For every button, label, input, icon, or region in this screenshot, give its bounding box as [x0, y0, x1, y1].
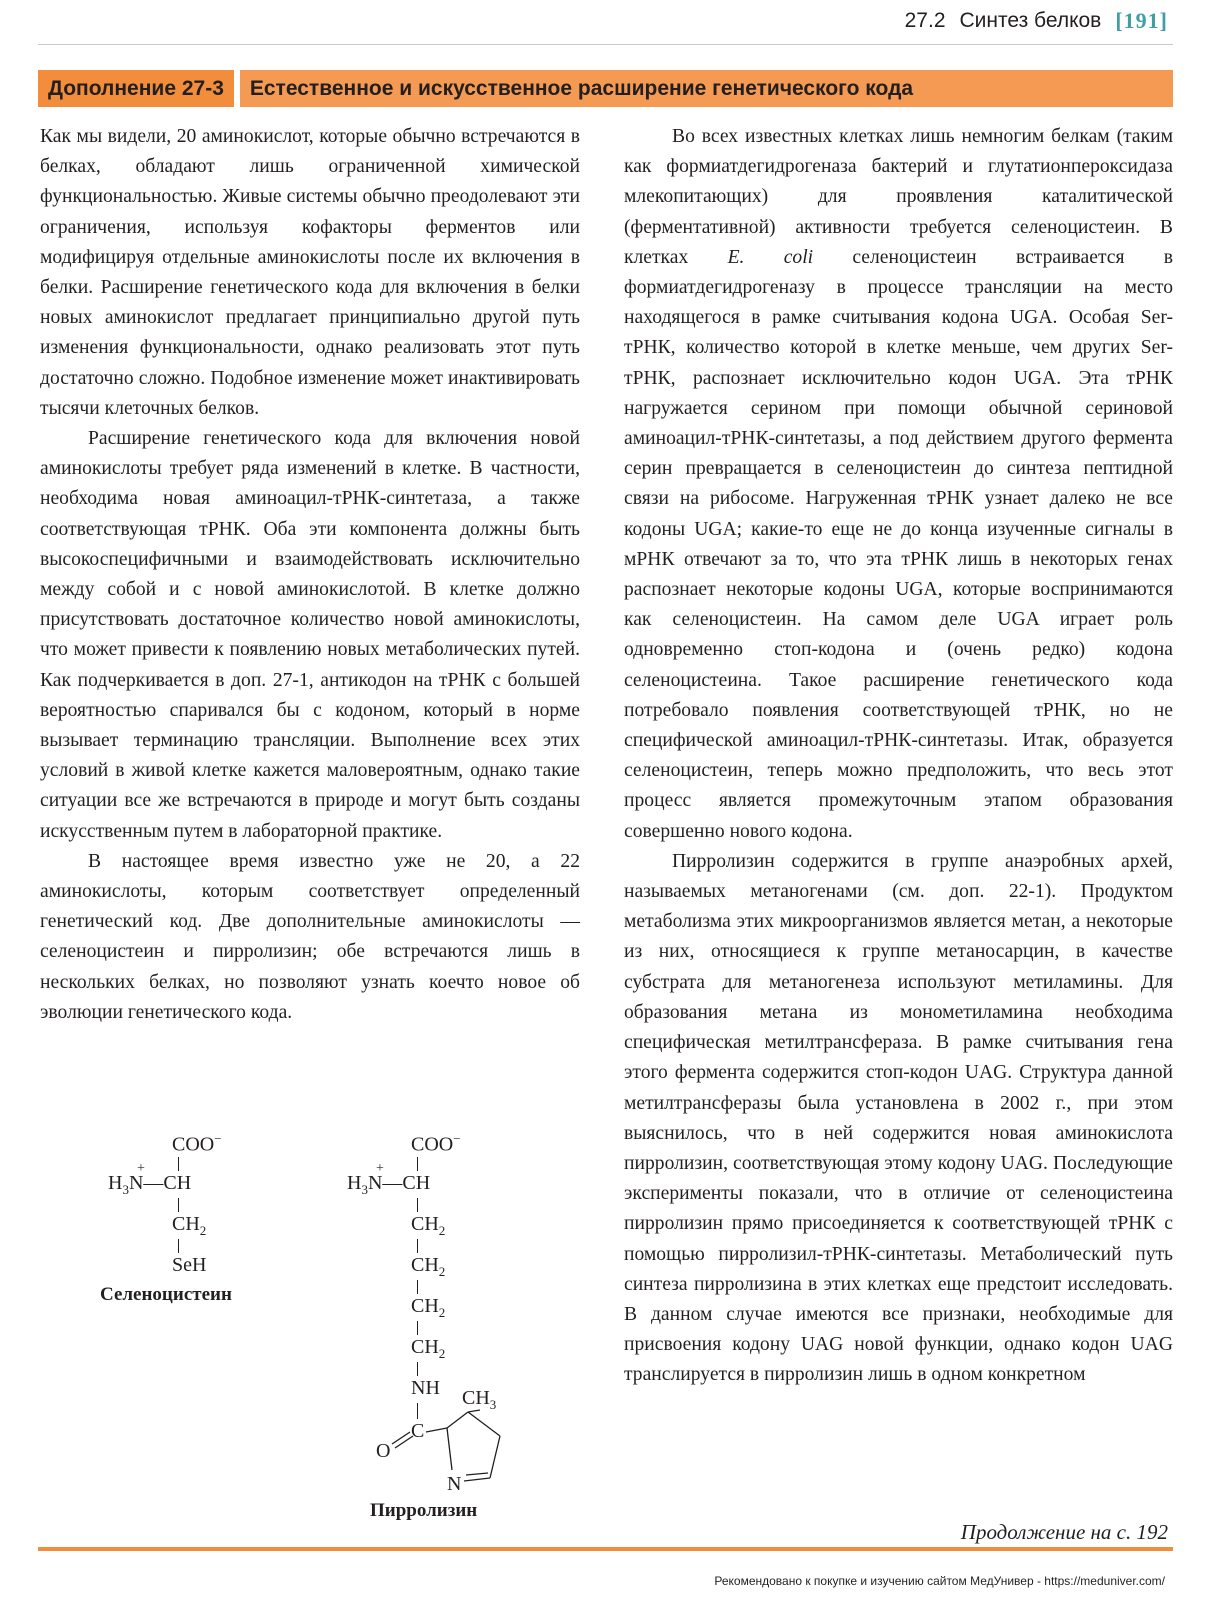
page-number: [191]: [1115, 8, 1168, 33]
box-title: Естественное и искусственное расширение генетического кода: [240, 70, 1173, 107]
paragraph: Во всех известных клетках лишь немногим белкам (таким как формиатдегидрогеназа бактерий и глутатионпероксидаза млекопитающих) для проявления каталитической (ферментативной) активности требуется селеноцистеин. В клетках E. coli селеноцистеин встраивается в формиатдегидрогеназу в процессе трансляции на место находящегося в рамке считывания кодона UGA. Особая Ser-тРНК, количество которой в клетке меньше, чем других Ser-тРНК, распознает исключительно кодон UGA. Эта тРНК нагружается серином при помощи обычной сериновой аминоацил-тРНК-синтетазы, а под действием другого фермента серин превращается в селеноцистеин до синтеза пептидной связи на рибосоме. Нагруженная тРНК узнает далеко не все кодоны UGA; какие-то еще не до конца изученные сигналы в мРНК отвечают за то, что эта тРНК лишь в некоторых генах распознает некоторые кодоны UGA, которые воспринимаются как селеноцистеин. На самом деле UGA играет роль одновременно стоп-кодона и (очень редко) кодона селеноцистеина. Такое расширение генетического кода потребовало появления соответствующей тРНК, но не специфической аминоацил-тРНК-синтетазы. Итак, образуется селеноцистеин, теперь можно предположить, что весь этот процесс является промежуточным этапом образования совершенно нового кодона.: [624, 126, 1173, 842]
section-number: 27.2: [904, 9, 946, 32]
paragraph: Пирролизин содержится в группе анаэробных архей, называемых метаногенами (см. доп. 22-1). Продуктом метаболизма этих микроорганизмов является метан, а некоторые из них, относящиеся к группе метаносарцин, в качестве субстрата для метаногенеза используют метиламины. Для образования метана из монометиламина необходима специфическая метилтрансфераза. В рамке считывания гена этого фермента содержится стоп-кодон UAG. Структура данной метилтрансферазы была установлена в 2002 г., при этом выяснилось, что в ней содержится новая аминокислота пирролизин, соответствующая этому кодону UAG. Последующие эксперименты показали, что в отличие от селеноцистеина пирролизин прямо присоединяется к соответствующей тРНК с помощью пирролизил-тРНК-синтетазы. Метаболический путь синтеза пирролизина в этих клетках еще предстоит исследовать. В данном случае имеются все признаки, необходимые для присвоения кодону UAG новой функции, однако кодон UAG транслируется в пирролизин лишь в одном конкретном: [624, 850, 1173, 1386]
pyrrolysine-label: Пирролизин: [370, 1500, 478, 1521]
species-name: E. coli: [727, 246, 814, 268]
carboxylate-group: COO−: [172, 1131, 222, 1156]
paragraph: Как мы видели, 20 аминокислот, которые обычно встречаются в белках, обладают лишь ограниченной химической функциональностью. Живые системы обычно преодолевают эти ограничения, используя кофакторы ферментов или модифицируя отдельные аминокислоты после их включения в белки. Расширение генетического кода для включения в белки новых аминокислот предлагает принципиально другой путь изменения функциональности, однако реализовать этот путь достаточно сложно. Подобное изменение может инактивировать тысячи клеточных белков.: [40, 126, 580, 419]
section-title: Синтез белков: [959, 9, 1102, 32]
continuation-note: Продолжение на с. 192: [960, 1520, 1168, 1544]
footer-text: Рекомендовано к покупке и изучению сайтом МедУнивер - https://meduniver.com/: [714, 1574, 1165, 1588]
amino-group: $H_3N—CH$: [108, 1172, 192, 1197]
paragraph: В настоящее время известно уже не 20, а 22 аминокислоты, которым соответствует определенный генетический код. Две дополнительные аминокислоты — селеноцистеин и пирролизин; обе встречаются лишь в нескольких белках, но позволяют узнать коечто новое об эволюции генетического кода.: [40, 850, 580, 1023]
footer-divider: [38, 1547, 1173, 1551]
paragraph: Расширение генетического кода для включения новой аминокислоты требует ряда изменений в клетке. В частности, необходима новая аминоацил-тРНК-синтетаза, а также соответствующая тРНК. Оба эти компонента должны быть высокоспецифичными и взаимодействовать исключительно между собой и с новой аминокислотой. В клетке должно присутствовать достаточное количество новой аминокислоты, что может привести к появлению новых метаболических путей. Как подчеркивается в доп. 27-1, антикодон на тРНК с большей вероятностью спаривался бы с кодоном, который в норме вызывает терминацию трансляции. Выполнение всех этих условий в живой клетке кажется маловероятным, однако такие ситуации все же встречаются в природе и могут быть созданы искусственным путем в лабораторной практике.: [40, 428, 580, 842]
box-number: Дополнение 27-3: [38, 70, 234, 107]
selenocysteine-label: Селеноцистеин: [100, 1284, 232, 1305]
